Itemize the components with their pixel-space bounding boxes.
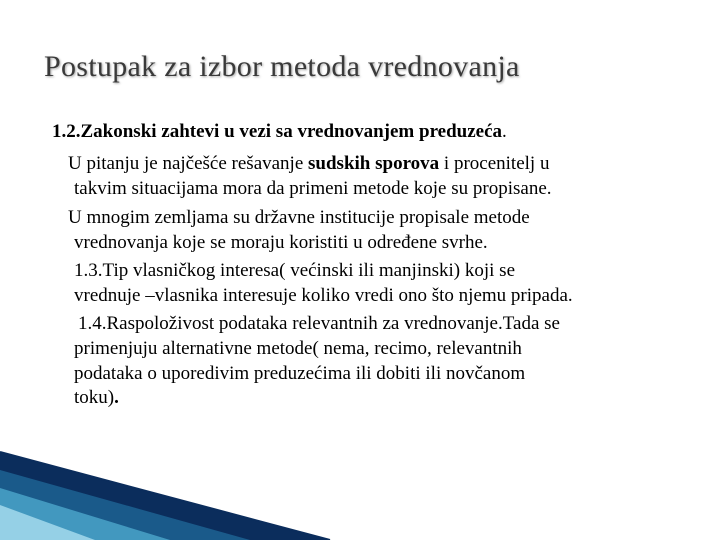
para1-line1 — [68, 153, 549, 175]
heading-text: 1.2.Zakonski zahtevi u vezi sa vrednovanjem preduzeća — [52, 121, 503, 142]
para4-line2: primenjuju alternativne metode( nema, recimo, relevantnih — [74, 338, 522, 359]
para4-line1: 1.4.Raspoloživost podataka relevantnih za vrednovanje.Tada se — [78, 313, 560, 334]
para3-line1: 1.3.Tip vlasničkog interesa( većinski ili manjinski) koji se — [74, 260, 515, 281]
para1-line1-post: i procenitelj u — [439, 153, 550, 174]
para4-line3: podataka o uporedivim preduzećima ili dobiti ili novčanom — [74, 363, 526, 384]
para4-line4-bold: . — [114, 387, 119, 408]
para1-line1-pre: U pitanju je najčešće rešavanje — [68, 153, 309, 174]
para4-line4-pre: toku) — [74, 387, 115, 408]
para3-line2: vrednuje –vlasnika interesuje koliko vredi ono što njemu pripada. — [74, 285, 573, 306]
para4-line4 — [74, 387, 119, 409]
para1-line2: takvim situacijama mora da primeni metode koje su propisane. — [74, 178, 552, 199]
heading-line — [52, 121, 507, 143]
para2-line2: vrednovanja koje se moraju koristiti u određene svrhe. — [74, 232, 488, 253]
slide-title: Postupak za izbor metoda vrednovanja — [44, 50, 520, 83]
para2-line1: U mnogim zemljama su državne institucije propisale metode — [68, 207, 530, 228]
heading-trailing: . — [502, 121, 507, 142]
para1-line1-bold: sudskih sporova — [308, 153, 440, 174]
